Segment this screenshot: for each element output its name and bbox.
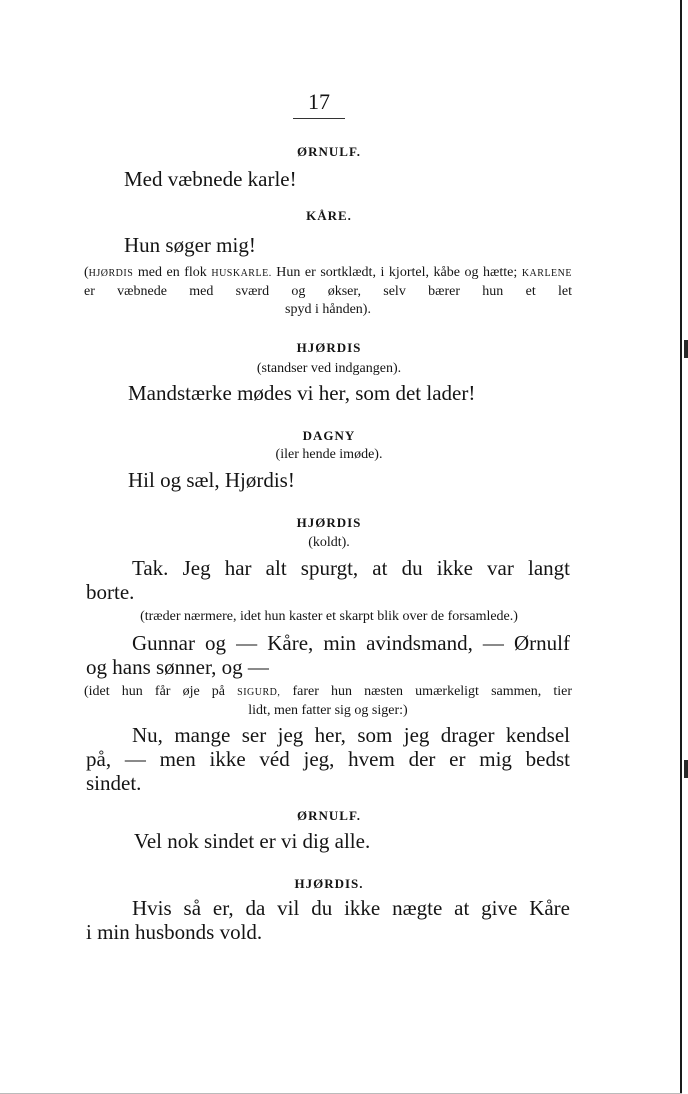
dialogue-paragraph: Nu, mange ser jeg her, som jeg drager kendsel på, — men ikke véd jeg, hvem der er mig bedst sindet. <box>86 723 570 795</box>
character-name: SIGURD, <box>237 687 281 698</box>
speaker-name: HJØRDIS <box>296 340 362 355</box>
stage-direction: (standser ved indgangen). <box>256 361 402 376</box>
scan-mark <box>684 340 688 358</box>
character-name: HJØRDIS <box>88 268 134 279</box>
speaker-name: ØRNULF. <box>297 144 361 159</box>
dialogue-line: Med væbnede karle! <box>124 167 297 191</box>
dialogue-paragraph: Hvis så er, da vil du ikke nægte at give Kåre i min husbonds vold. <box>86 896 570 944</box>
speaker-name: HJØRDIS <box>296 515 362 530</box>
dialogue-paragraph: Gunnar og — Kåre, min avindsmand, — Ørnulf og hans sønner, og — <box>86 631 570 679</box>
page-number: 17 <box>308 89 330 114</box>
stage-direction: (koldt). <box>308 535 350 550</box>
character-name: KARLENE <box>521 268 572 279</box>
scan-mark <box>684 760 688 778</box>
speaker-name: HJØRDIS. <box>294 876 364 891</box>
dialogue-line: Hun søger mig! <box>124 233 256 257</box>
character-name: HUSKARLE. <box>211 268 272 279</box>
speaker-name: KÅRE. <box>306 208 352 223</box>
page-number-rule <box>293 118 345 119</box>
page-edge-right <box>680 0 682 1094</box>
dialogue-line: Vel nok sindet er vi dig alle. <box>134 829 371 853</box>
speaker-name: DAGNY <box>302 428 356 443</box>
stage-direction: (HJØRDIS med en flok HUSKARLE. Hun er sortklædt, i kjortel, kåbe og hætte; KARLENE er væbnede med sværd og økser, selv bærer hun et let spyd i hånden). <box>84 265 572 317</box>
stage-direction: (idet hun får øje på SIGURD, farer hun næsten umærkeligt sammen, tier lidt, men fatter sig og siger:) <box>84 684 573 718</box>
stage-direction: (iler hende imøde). <box>275 447 383 462</box>
speaker-name: ØRNULF. <box>297 808 361 823</box>
dialogue-line: Mandstærke mødes vi her, som det lader! <box>128 381 476 405</box>
dialogue-paragraph: Tak. Jeg har alt spurgt, at du ikke var langt borte. <box>86 556 570 604</box>
stage-direction: (træder nærmere, idet hun kaster et skarpt blik over de forsamlede.) <box>140 609 518 624</box>
dialogue-line: Hil og sæl, Hjørdis! <box>128 468 295 492</box>
